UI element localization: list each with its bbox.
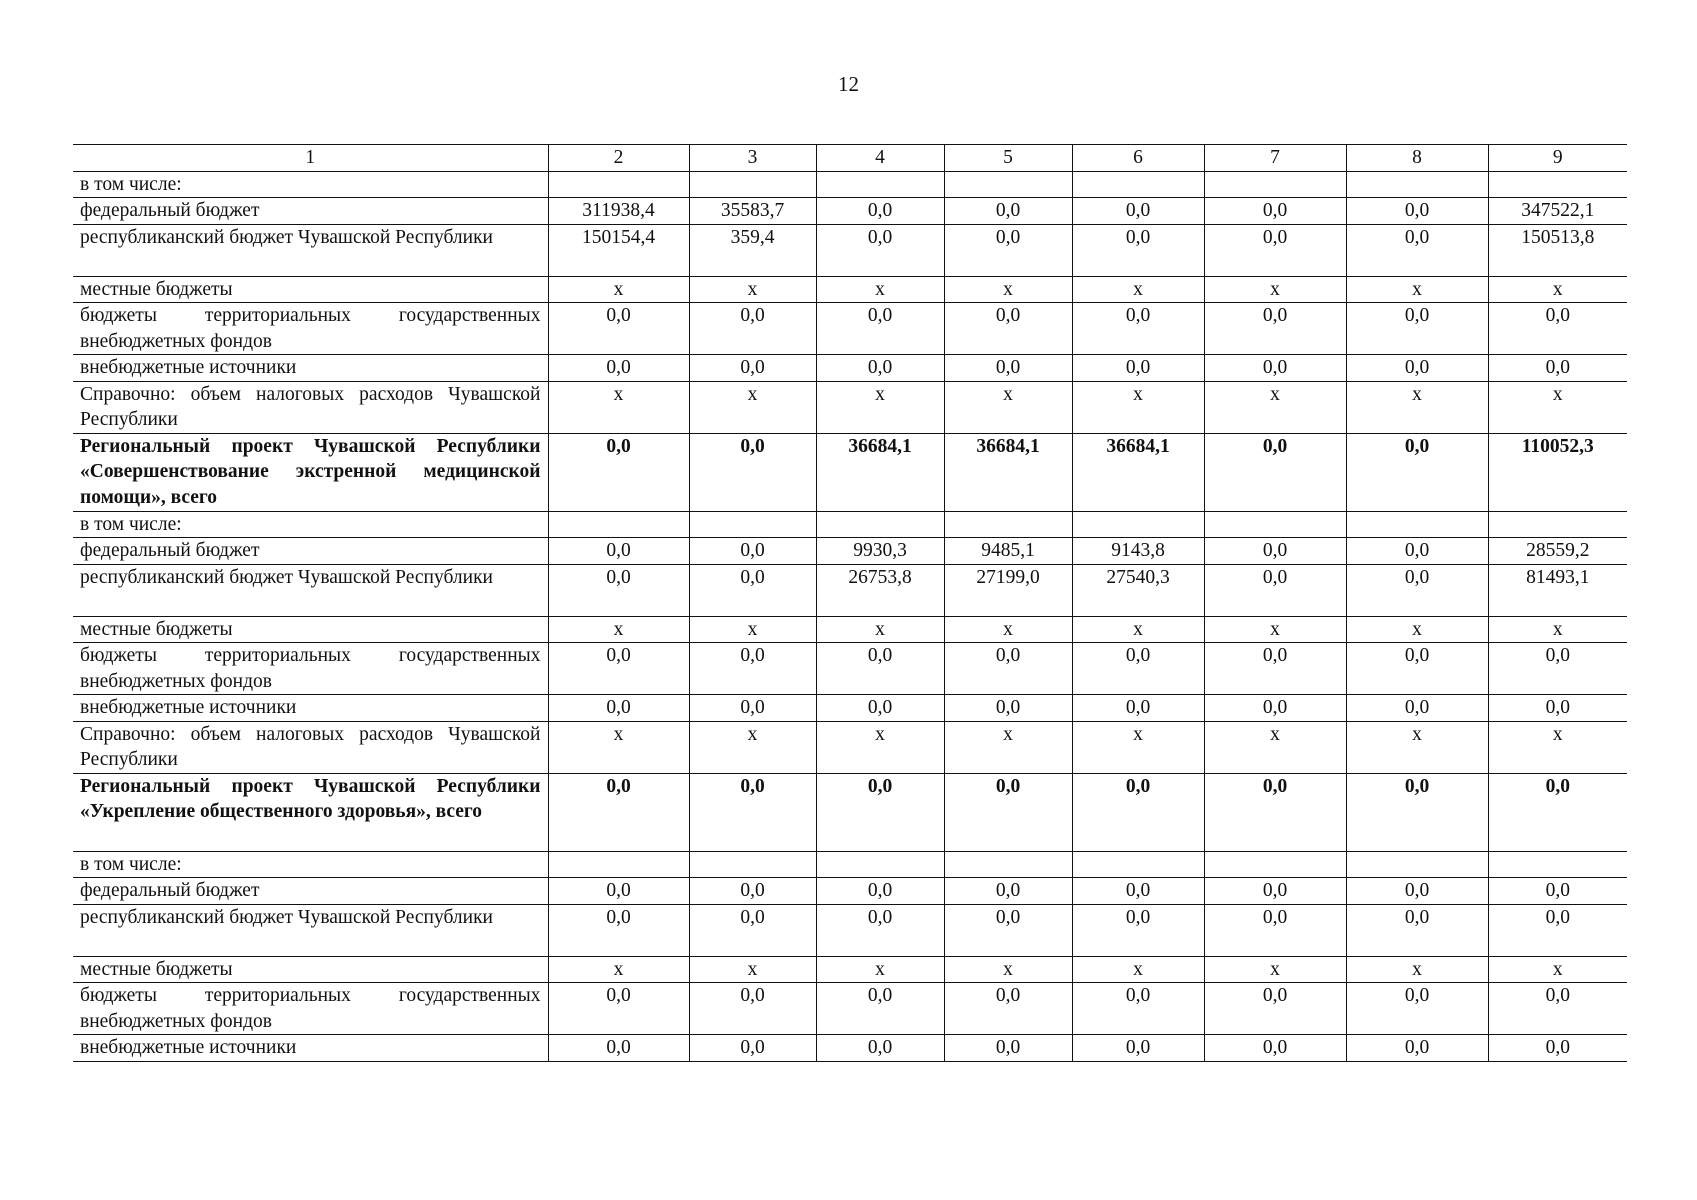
value-cell: х [1072,721,1204,773]
value-cell: 28559,2 [1488,538,1627,565]
row-label: Справочно: объем налоговых расходов Чувашской Республики [73,381,548,433]
value-cell: 0,0 [944,904,1072,956]
column-header: 6 [1072,145,1204,172]
value-cell: х [689,381,816,433]
value-cell: 0,0 [1204,564,1346,616]
row-label: бюджеты территориальных государственных внебюджетных фондов [73,303,548,355]
value-cell: 27199,0 [944,564,1072,616]
value-cell: 36684,1 [944,433,1072,511]
value-cell: х [1204,721,1346,773]
value-cell: 150513,8 [1488,224,1627,276]
value-cell: 0,0 [548,773,689,851]
value-cell: 26753,8 [816,564,944,616]
value-cell [944,511,1072,538]
value-cell: 0,0 [944,878,1072,905]
value-cell: 0,0 [548,695,689,722]
column-header: 7 [1204,145,1346,172]
value-cell: 81493,1 [1488,564,1627,616]
value-cell [944,851,1072,878]
value-cell: 0,0 [1488,643,1627,695]
column-header: 8 [1346,145,1488,172]
value-cell: х [816,381,944,433]
value-cell: х [689,721,816,773]
value-cell: 0,0 [1072,643,1204,695]
value-cell: 0,0 [1072,878,1204,905]
page-number: 12 [838,72,859,96]
value-cell: 0,0 [689,355,816,382]
value-cell [1072,511,1204,538]
value-cell [548,851,689,878]
value-cell: 347522,1 [1488,198,1627,225]
table-row [73,355,1627,382]
row-label: бюджеты территориальных государственных внебюджетных фондов [73,643,548,695]
table-row [73,381,1627,433]
table-row [73,773,1627,851]
row-label: бюджеты территориальных государственных внебюджетных фондов [73,983,548,1035]
value-cell [1204,851,1346,878]
row-label: местные бюджеты [73,276,548,303]
value-cell: 0,0 [816,1035,944,1062]
value-cell: 0,0 [944,355,1072,382]
value-cell [816,851,944,878]
value-cell: 0,0 [1346,643,1488,695]
value-cell: 0,0 [548,355,689,382]
value-cell: х [548,276,689,303]
value-cell: х [816,721,944,773]
value-cell: 0,0 [944,224,1072,276]
value-cell: 0,0 [1072,355,1204,382]
column-header: 5 [944,145,1072,172]
value-cell [1204,171,1346,198]
value-cell: х [816,276,944,303]
value-cell: 0,0 [1488,695,1627,722]
value-cell: 0,0 [689,1035,816,1062]
row-label: федеральный бюджет [73,878,548,905]
value-cell: х [548,956,689,983]
value-cell: 0,0 [548,564,689,616]
value-cell: 150154,4 [548,224,689,276]
value-cell: 0,0 [944,643,1072,695]
row-label: внебюджетные источники [73,355,548,382]
value-cell: х [1072,381,1204,433]
value-cell: 0,0 [816,303,944,355]
value-cell: х [1204,276,1346,303]
value-cell: 0,0 [816,643,944,695]
value-cell: х [548,721,689,773]
value-cell: 0,0 [689,433,816,511]
column-header: 2 [548,145,689,172]
row-label: республиканский бюджет Чувашской Республики [73,224,548,276]
value-cell: 9930,3 [816,538,944,565]
value-cell: 35583,7 [689,198,816,225]
value-cell: 0,0 [816,198,944,225]
table-row [73,956,1627,983]
value-cell: х [1072,616,1204,643]
table-row [73,511,1627,538]
value-cell: 0,0 [689,878,816,905]
value-cell [1346,851,1488,878]
value-cell: х [944,381,1072,433]
value-cell: 0,0 [1346,198,1488,225]
column-header: 1 [73,145,548,172]
value-cell: 0,0 [1346,773,1488,851]
value-cell: 0,0 [689,538,816,565]
value-cell: 0,0 [1204,355,1346,382]
value-cell: 36684,1 [816,433,944,511]
value-cell: 0,0 [1346,433,1488,511]
value-cell: 0,0 [1346,904,1488,956]
value-cell: 0,0 [1488,904,1627,956]
table-body [73,171,1627,1061]
table-row [73,1035,1627,1062]
row-label: местные бюджеты [73,956,548,983]
row-label: Региональный проект Чувашской Республики «Укрепление общественного здоровья», всего [73,773,548,851]
value-cell: 0,0 [1488,1035,1627,1062]
value-cell [1204,511,1346,538]
value-cell [1488,171,1627,198]
value-cell: х [944,276,1072,303]
value-cell: 311938,4 [548,198,689,225]
value-cell: 0,0 [1072,695,1204,722]
value-cell: 0,0 [816,224,944,276]
value-cell: х [689,276,816,303]
value-cell: 0,0 [1204,773,1346,851]
value-cell: х [1346,956,1488,983]
value-cell: 0,0 [1072,904,1204,956]
value-cell: 0,0 [1072,983,1204,1035]
row-label: в том числе: [73,511,548,538]
value-cell: 0,0 [1204,983,1346,1035]
value-cell: х [1204,381,1346,433]
value-cell: х [548,381,689,433]
value-cell: х [816,956,944,983]
value-cell: х [1346,616,1488,643]
table-row [73,721,1627,773]
value-cell [689,511,816,538]
value-cell: х [1204,616,1346,643]
value-cell [1346,171,1488,198]
value-cell: х [944,721,1072,773]
column-header: 4 [816,145,944,172]
value-cell: 0,0 [1346,224,1488,276]
value-cell: 0,0 [548,904,689,956]
value-cell: 0,0 [944,695,1072,722]
value-cell: 0,0 [1488,983,1627,1035]
table-row [73,983,1627,1035]
table-row [73,904,1627,956]
row-label: федеральный бюджет [73,198,548,225]
value-cell: 0,0 [1072,198,1204,225]
table-row [73,303,1627,355]
value-cell [944,171,1072,198]
value-cell: 0,0 [1204,303,1346,355]
value-cell: 0,0 [1346,1035,1488,1062]
value-cell [1072,851,1204,878]
value-cell: 0,0 [1072,303,1204,355]
value-cell: 0,0 [1346,355,1488,382]
value-cell: 0,0 [548,303,689,355]
table-row [73,851,1627,878]
value-cell: 36684,1 [1072,433,1204,511]
table-row [73,171,1627,198]
value-cell: 0,0 [548,878,689,905]
value-cell: 0,0 [944,198,1072,225]
table-row [73,564,1627,616]
row-label: республиканский бюджет Чувашской Республики [73,564,548,616]
value-cell [1488,511,1627,538]
value-cell: 0,0 [548,983,689,1035]
value-cell [689,171,816,198]
table-row [73,538,1627,565]
value-cell: 0,0 [689,773,816,851]
row-label: Справочно: объем налоговых расходов Чувашской Республики [73,721,548,773]
table-row [73,433,1627,511]
value-cell: х [1346,276,1488,303]
value-cell: х [1488,276,1627,303]
value-cell [1346,511,1488,538]
value-cell: 0,0 [816,983,944,1035]
table-row [73,276,1627,303]
table-row [73,643,1627,695]
row-label: в том числе: [73,171,548,198]
row-label: внебюджетные источники [73,695,548,722]
value-cell: 0,0 [1072,1035,1204,1062]
value-cell: х [689,616,816,643]
table-row [73,198,1627,225]
value-cell: х [944,616,1072,643]
value-cell: 9485,1 [944,538,1072,565]
value-cell: 0,0 [1346,538,1488,565]
value-cell: 0,0 [944,1035,1072,1062]
value-cell: 0,0 [689,564,816,616]
row-label: Региональный проект Чувашской Республики «Совершенствование экстренной медицинской помощи», всего [73,433,548,511]
value-cell: 0,0 [944,303,1072,355]
column-header: 3 [689,145,816,172]
value-cell: 0,0 [1204,198,1346,225]
value-cell: 9143,8 [1072,538,1204,565]
value-cell: х [944,956,1072,983]
value-cell: 0,0 [1346,564,1488,616]
table-row [73,878,1627,905]
value-cell: 0,0 [1488,303,1627,355]
value-cell: х [1346,721,1488,773]
value-cell [548,511,689,538]
value-cell: х [1488,616,1627,643]
value-cell [548,171,689,198]
value-cell: 0,0 [1072,773,1204,851]
table-row [73,695,1627,722]
value-cell: 0,0 [944,983,1072,1035]
value-cell: 0,0 [1204,538,1346,565]
value-cell: 0,0 [548,538,689,565]
value-cell: х [548,616,689,643]
value-cell: 0,0 [1204,643,1346,695]
value-cell [816,171,944,198]
value-cell: 0,0 [689,643,816,695]
table-row [73,616,1627,643]
row-label: местные бюджеты [73,616,548,643]
row-label: республиканский бюджет Чувашской Республики [73,904,548,956]
value-cell: х [1488,956,1627,983]
value-cell: 0,0 [689,695,816,722]
budget-table [73,144,1627,1062]
value-cell: 0,0 [1204,904,1346,956]
value-cell: 0,0 [816,878,944,905]
value-cell: 0,0 [548,1035,689,1062]
value-cell [689,851,816,878]
value-cell: 0,0 [1204,224,1346,276]
value-cell: 0,0 [1346,983,1488,1035]
row-label: в том числе: [73,851,548,878]
value-cell: х [1072,276,1204,303]
value-cell [1072,171,1204,198]
value-cell: 0,0 [689,904,816,956]
value-cell: 0,0 [1346,695,1488,722]
value-cell: 0,0 [1072,224,1204,276]
value-cell: 0,0 [548,433,689,511]
value-cell: 0,0 [548,643,689,695]
value-cell: 0,0 [816,773,944,851]
value-cell: 0,0 [1204,695,1346,722]
value-cell: 0,0 [1204,433,1346,511]
value-cell: 110052,3 [1488,433,1627,511]
value-cell: 0,0 [689,303,816,355]
value-cell [816,511,944,538]
value-cell: х [1204,956,1346,983]
value-cell: 0,0 [816,904,944,956]
value-cell: х [1488,721,1627,773]
value-cell: х [1346,381,1488,433]
value-cell [1488,851,1627,878]
value-cell: 0,0 [1346,303,1488,355]
value-cell: 0,0 [944,773,1072,851]
value-cell: х [689,956,816,983]
value-cell: 359,4 [689,224,816,276]
column-header: 9 [1488,145,1627,172]
value-cell: 0,0 [1204,1035,1346,1062]
row-label: внебюджетные источники [73,1035,548,1062]
value-cell: 0,0 [689,983,816,1035]
value-cell: 0,0 [816,695,944,722]
value-cell: 0,0 [1488,355,1627,382]
row-label: федеральный бюджет [73,538,548,565]
value-cell: х [816,616,944,643]
table-row [73,224,1627,276]
value-cell: 0,0 [1204,878,1346,905]
value-cell: 0,0 [816,355,944,382]
table-header-row [73,145,1627,172]
value-cell: 0,0 [1488,773,1627,851]
value-cell: 0,0 [1488,878,1627,905]
value-cell: х [1072,956,1204,983]
value-cell: 27540,3 [1072,564,1204,616]
value-cell: 0,0 [1346,878,1488,905]
value-cell: х [1488,381,1627,433]
